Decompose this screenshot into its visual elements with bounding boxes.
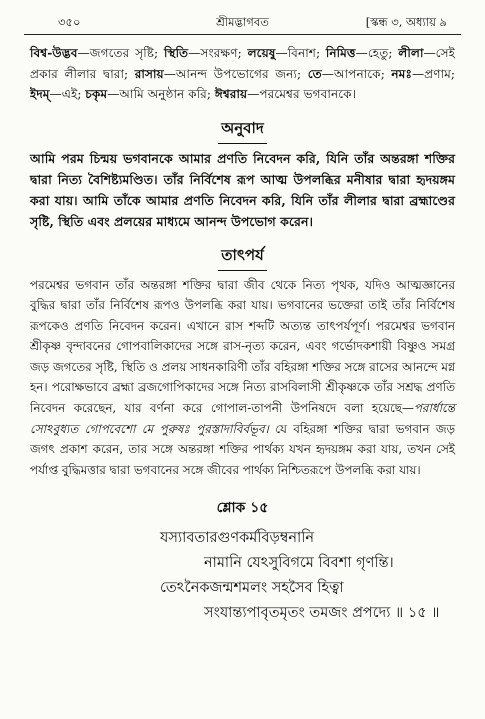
glossary-entry: লীলা—সেই প্রকার লীলার দ্বারা; [30,46,456,81]
glossary-entry: স্থিতি—সংরক্ষণ; [164,46,242,60]
glossary-entry: নমঃ—প্রণাম; [391,66,456,81]
verse-line: তেঽনৈকজন্মশমলং সহসৈব হিত্বা [160,580,344,597]
page-number: ৩৫০ [58,15,81,29]
purport-text [30,275,455,481]
translation-text: আমি পরম চিন্ময় ভগবানকে আমার প্রণতি নিবেদন করি, যিনি তাঁর অন্তরঙ্গা শক্তির দ্বারা নিত্য বৈশিষ্ট্যমণ্ডিত। তাঁর নির্বিশেষ রূপ আত্ম উপলব্ধির মনীষার দ্বারা হৃদয়ঙ্গম করা যায়। আমি তাঁকে আমার প্রণতি নিবেদন করি, যিনি তাঁর লীলার দ্বারা ব্রহ্মাণ্ডের সৃষ্টি, স্থিতি এবং প্রলয়ের মাধ্যমে আনন্দ উপভোগ করেন। [30,150,455,229]
page-header [24,8,461,32]
purport-part-2: যে বহিরঙ্গা শক্তির দ্বারা ভগবান জড় জগৎ প্রকাশ করেন, তার সঙ্গে অন্তরঙ্গা শক্তির পার্থক্য যখন হৃদয়ঙ্গম করা যায়, তখন সেই পর্যাপ্ত বুদ্ধিমত্তার দ্বারা ভগবানের সঙ্গে জীবের পার্থক্য নিশ্চিতরূপে উপলব্ধি করা যায়। [30,421,455,477]
glossary-entry: বিশ্ব-উদ্ভব—জগতের সৃষ্টি; [30,46,159,60]
glossary-entry: রাসায়—আনন্দ উপভোগের জন্য; [134,66,302,81]
glossary-entry: ঈশ্বরায়—পরমেশ্বর ভগবানকে। [214,87,357,101]
glossary-entry: তে—আপনাকে; [307,66,385,81]
header-divider [24,34,461,35]
sanskrit-verse [24,526,461,626]
glossary-entry: ইদম্—এই; [30,87,82,101]
verse-line: নামানি যেঽসুবিগমে বিবশা গৃণন্তি। [204,555,394,572]
word-meanings [30,43,455,105]
upanishad-quote: পরার্ধান্তে সোঽবুধ্যত গোপবেশো মে পুরুষঃ পুরস্তাদাবির্বভূব। [30,401,455,436]
glossary-entry: নিমিত্ত—হেতু; [325,46,393,60]
verse-line: যস্যাবতারগুণকর্মবিড়ম্বনানি [160,530,315,547]
glossary-entry: চকৃম—আমি অনুষ্ঠান করি; [85,87,211,101]
verse-line: সংযান্ত্যপাবৃতমৃতং তমজং প্রপদ্যে ॥ ১৫ ॥ [204,605,440,622]
shloka-label: শ্লোক ১৫ [216,500,269,517]
section-reference: [স্কন্ধ ৩, অধ্যায় ৯ [365,15,447,29]
translation-heading: অনুবাদ [24,117,461,144]
glossary-entry: লয়েষু—বিনাশ; [247,46,321,60]
purport-heading: তাৎপর্য [24,244,461,271]
purport-part-1: পরমেশ্বর ভগবান তাঁর অন্তরঙ্গা শক্তির দ্বারা জীব থেকে নিত্য পৃথক, যদিও আত্মজ্ঞানের বুদ্ধির দ্বারা তাঁর নির্বিশেষ রূপও উপলব্ধি করা যায়। ভগবানের ভক্তেরা তাই তাঁর নির্বিশেষ রূপকেও প্রণতি নিবেদন করেন। এখানে রাস শব্দটি অত্যন্ত তাৎপর্যপূর্ণ। পরমেশ্বর ভগবান শ্রীকৃষ্ণ বৃন্দাবনের গোপবালিকাদের সঙ্গে রাস-নৃত্য করেন, এবং গর্ভোদকশায়ী বিষ্ণুও সমগ্র জড় জগতের সৃষ্টি, স্থিতি ও প্রলয় সাধনকারিণী তাঁর বহিরঙ্গা শক্তির সঙ্গে রাসের আনন্দে মগ্ন হন। পরোক্ষভাবে ব্রহ্মা ব্রজগোপিকাদের সঙ্গে নিত্য রাসবিলাসী শ্রীকৃষ্ণকে তাঁর সশ্রদ্ধ প্রণতি নিবেদন করেছেন, যার বর্ণনা করে গোপাল-তাপনী উপনিষদে বলা হয়েছে— [30,277,455,416]
running-title: শ্রীমদ্ভাগবত [216,15,269,29]
